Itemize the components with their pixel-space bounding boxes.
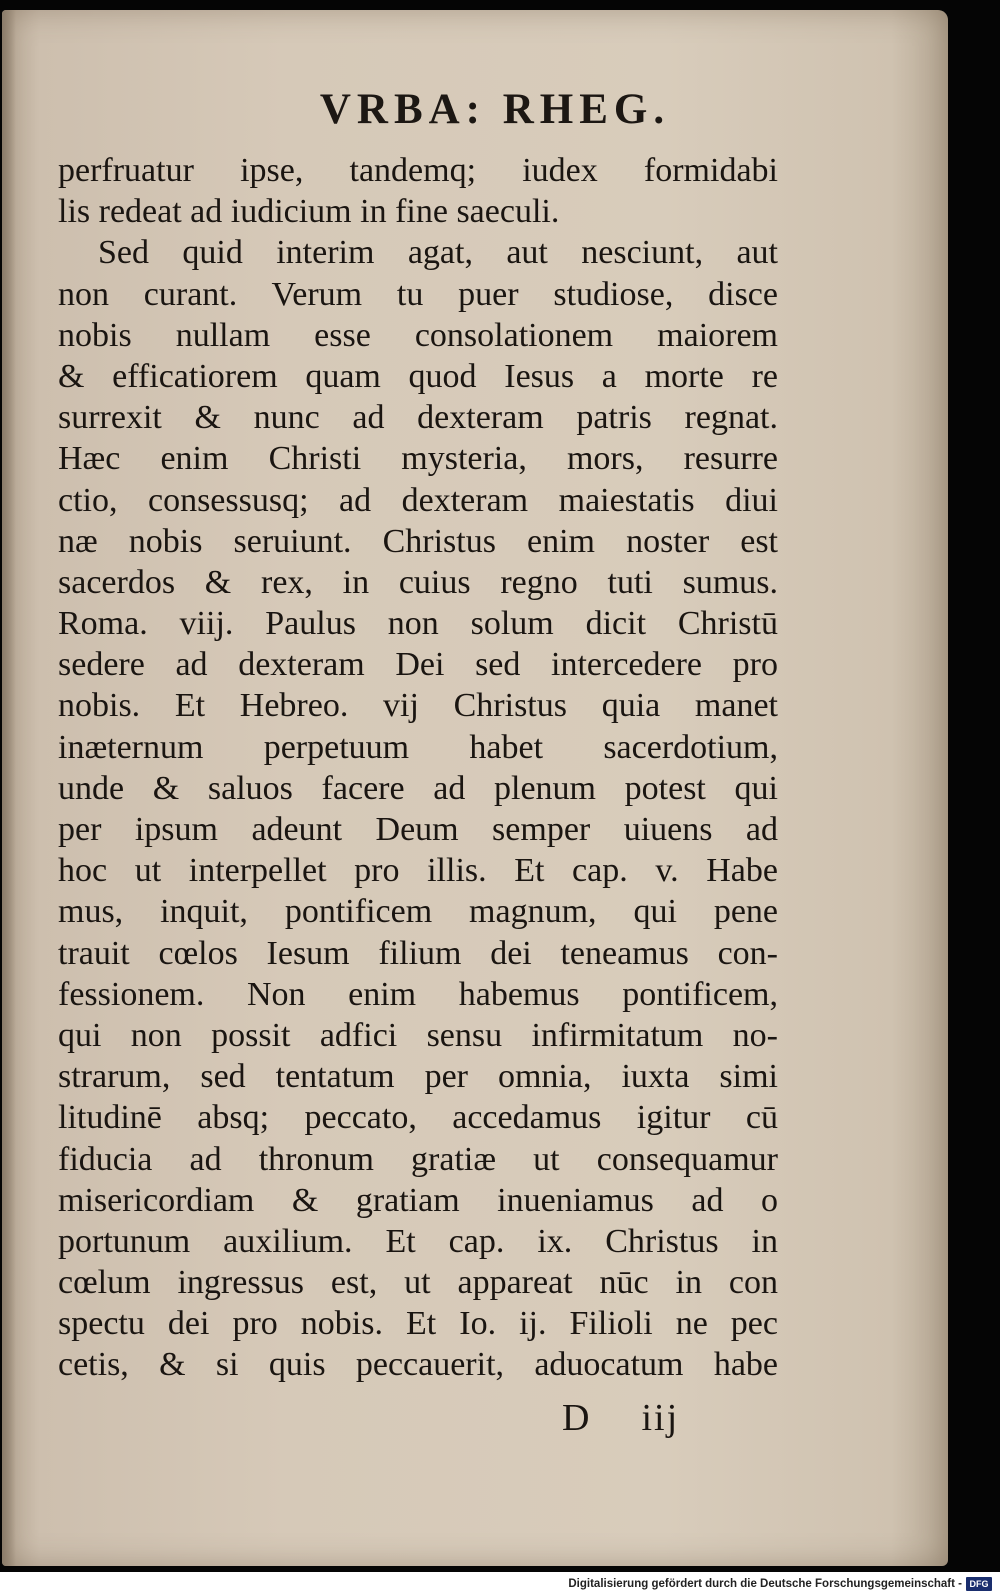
footer-bar [0, 1572, 1000, 1596]
page-spine-shadow [2, 10, 16, 1566]
text-line: mus, inquit, pontificem magnum, qui pene [58, 893, 778, 931]
text-line: & efficatiorem quam quod Iesus a morte re [58, 357, 778, 395]
text-line: strarum, sed tentatum per omnia, iuxta simi [58, 1058, 778, 1096]
text-line: non curant. Verum tu puer studiose, disce [58, 275, 778, 313]
text-line: Roma. viij. Paulus non solum dicit Christū [58, 605, 778, 643]
text-line: næ nobis seruiunt. Christus enim noster est [58, 522, 778, 560]
text-line: sedere ad dexteram Dei sed intercedere pro [58, 646, 778, 684]
dfg-logo: DFG [966, 1577, 992, 1591]
text-line: per ipsum adeunt Deum semper uiuens ad [58, 811, 778, 848]
text-line: ctio, consessusq; ad dexteram maiestatis diui [58, 481, 778, 519]
text-line: portunum auxilium. Et cap. ix. Christus in [58, 1222, 778, 1260]
running-head: VRBA: RHEG. [319, 86, 671, 133]
text-line: fiducia ad thronum gratiæ ut consequamur [58, 1140, 778, 1178]
text-line: nobis nullam esse consolationem maiorem [58, 316, 778, 354]
text-line: sacerdos & rex, in cuius regno tuti sumus. [58, 563, 778, 601]
funding-credit: Digitalisierung gefördert durch die Deutsche Forschungsgemeinschaft - [568, 1578, 962, 1590]
text-line: nobis. Et Hebreo. vij Christus quia manet [58, 687, 778, 725]
text-line: lis redeat ad iudicium in fine saeculi. [58, 193, 560, 231]
signature-letter: D [562, 1397, 592, 1439]
text-line: fessionem. Non enim habemus pontificem, [58, 975, 778, 1013]
text-line: litudinē absq; peccato, accedamus igitur cū [58, 1099, 778, 1137]
body-text [58, 150, 778, 1386]
text-line: inæternum perpetuum habet sacerdotium, [58, 728, 778, 766]
text-line: surrexit & nunc ad dexteram patris regnat. [58, 399, 778, 437]
text-line: cœlum ingressus est, ut appareat nūc in con [58, 1264, 778, 1302]
text-line: Hæc enim Christi mysteria, mors, resurre [58, 440, 778, 478]
signature-number: iij [641, 1397, 680, 1439]
text-line: trauit cœlos Iesum filium dei teneamus con- [58, 934, 778, 972]
book-page [2, 10, 948, 1566]
text-line: misericordiam & gratiam inueniamus ad o [58, 1181, 778, 1219]
text-line: spectu dei pro nobis. Et Io. ij. Filioli ne pec [58, 1305, 778, 1343]
text-line: cetis, & si quis peccauerit, aduocatum habe [58, 1346, 778, 1384]
text-line: qui non possit adfici sensu infirmitatum no- [58, 1016, 778, 1054]
signature-mark [562, 1396, 679, 1440]
text-line: unde & saluos facere ad plenum potest qui [58, 769, 778, 807]
text-line: hoc ut interpellet pro illis. Et cap. v. Habe [58, 852, 778, 890]
text-line: Sed quid interim agat, aut nesciunt, aut [98, 234, 778, 272]
text-line: perfruatur ipse, tandemq; iudex formidabi [58, 152, 778, 189]
